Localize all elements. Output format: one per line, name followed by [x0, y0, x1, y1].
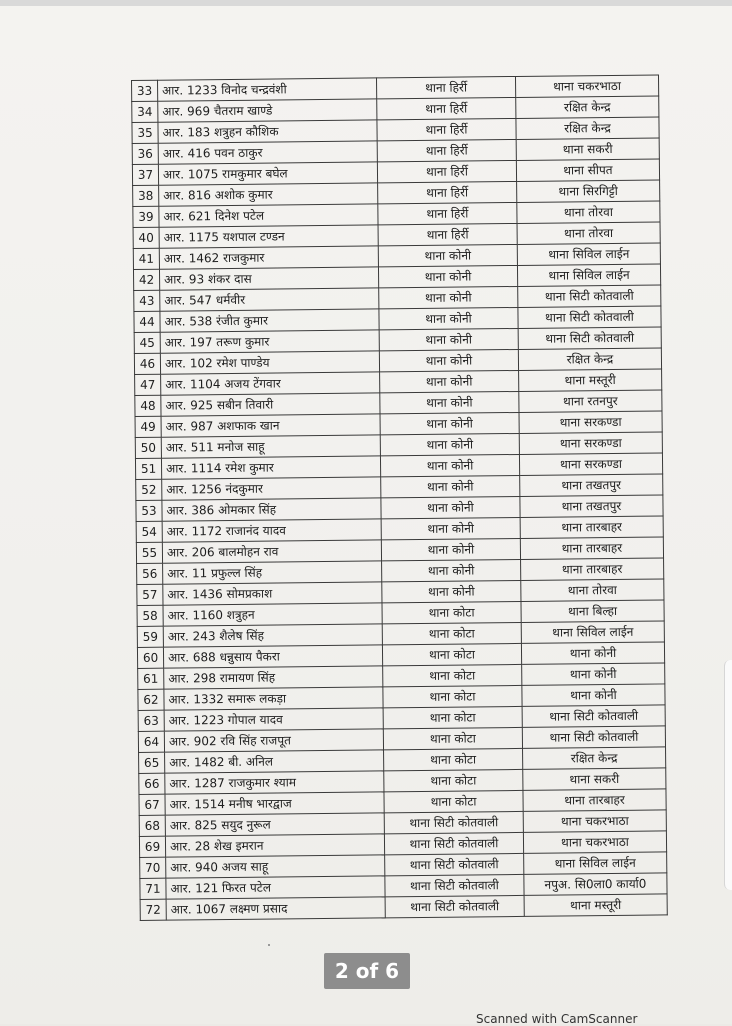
employee-name: आर. 1175 यशपाल टण्डन — [159, 225, 378, 248]
row-number: 64 — [138, 731, 164, 752]
employee-name: आर. 940 अजय साहू — [166, 855, 385, 878]
row-number: 39 — [133, 206, 159, 227]
transfer-table — [131, 74, 668, 920]
new-station: थाना तोरवा — [517, 222, 660, 244]
new-station: रक्षित केन्द्र — [523, 747, 666, 769]
employee-name: आर. 538 रंजीत कुमार — [160, 309, 379, 332]
new-station: थाना सरकण्डा — [519, 432, 662, 454]
employee-name: आर. 1256 नंदकुमार — [162, 477, 381, 500]
employee-name: आर. 93 शंकर दास — [159, 267, 378, 290]
employee-name: आर. 1233 विनोद चन्द्रवंशी — [158, 78, 377, 101]
employee-name: आर. 206 बालमोहन राव — [162, 540, 381, 563]
current-station: थाना कोटा — [384, 748, 523, 770]
new-station: थाना तारबाहर — [521, 558, 664, 580]
new-station: रक्षित केन्द्र — [516, 117, 659, 139]
employee-name: आर. 547 धर्मवीर — [160, 288, 379, 311]
new-station: थाना कोनी — [522, 663, 665, 685]
current-station: थाना कोटा — [382, 643, 521, 665]
current-station: थाना कोनी — [380, 454, 519, 476]
current-station: थाना कोटा — [383, 706, 522, 728]
employee-name: आर. 102 रमेश पाण्डेय — [160, 351, 379, 374]
current-station: थाना कोटा — [384, 790, 523, 812]
employee-name: आर. 987 अशफाक खान — [161, 414, 380, 437]
row-number: 41 — [133, 248, 159, 269]
row-number: 40 — [133, 227, 159, 248]
new-station: थाना तोरवा — [517, 201, 660, 223]
new-station: थाना कोनी — [522, 684, 665, 706]
row-number: 58 — [137, 605, 163, 626]
new-station: थाना तारबाहर — [520, 537, 663, 559]
row-number: 55 — [136, 542, 162, 563]
current-station: थाना हिर्री — [378, 202, 517, 224]
current-station: थाना सिटी कोतवाली — [384, 811, 523, 833]
new-station: थाना सिविल लाईन — [521, 621, 664, 643]
employee-name: आर. 1104 अजय टेंगवार — [161, 372, 380, 395]
new-station: थाना सिटी कोतवाली — [522, 726, 665, 748]
employee-name: आर. 386 ओमकार सिंह — [162, 498, 381, 521]
employee-name: आर. 121 फिरत पटेल — [166, 876, 385, 899]
current-station: थाना कोटा — [382, 601, 521, 623]
current-station: थाना कोटा — [382, 622, 521, 644]
new-station: रक्षित केन्द्र — [516, 96, 659, 118]
current-station: थाना सिटी कोतवाली — [385, 895, 524, 917]
employee-name: आर. 1067 लक्ष्मण प्रसाद — [166, 897, 385, 920]
row-number: 49 — [135, 416, 161, 437]
employee-name: आर. 969 चैतराम खाण्डे — [158, 99, 377, 122]
row-number: 46 — [134, 353, 160, 374]
current-station: थाना कोनी — [381, 496, 520, 518]
new-station: थाना सिटी कोतवाली — [518, 327, 661, 349]
new-station: थाना सिविल लाईन — [517, 243, 660, 265]
page-indicator: 2 of 6 — [324, 953, 410, 989]
current-station: थाना सिटी कोतवाली — [385, 874, 524, 896]
row-number: 59 — [137, 626, 163, 647]
new-station: थाना तारबाहर — [523, 789, 666, 811]
new-station: थाना सिविल लाईन — [517, 264, 660, 286]
new-station: रक्षित केन्द्र — [518, 348, 661, 370]
new-station: थाना रतनपुर — [519, 390, 662, 412]
row-number: 65 — [139, 752, 165, 773]
current-station: थाना हिर्री — [377, 97, 516, 119]
current-station: थाना कोटा — [383, 664, 522, 686]
current-station: थाना कोटा — [384, 769, 523, 791]
employee-name: आर. 1114 रमेश कुमार — [161, 456, 380, 479]
row-number: 35 — [132, 122, 158, 143]
row-number: 36 — [132, 143, 158, 164]
row-number: 52 — [136, 479, 162, 500]
row-number: 71 — [140, 878, 166, 899]
new-station: थाना सिटी कोतवाली — [518, 306, 661, 328]
row-number: 62 — [138, 689, 164, 710]
new-station: थाना सरकण्डा — [519, 411, 662, 433]
current-station: थाना कोटा — [383, 727, 522, 749]
employee-name: आर. 825 सयुद नुरूल — [165, 813, 384, 836]
new-station: थाना सकरी — [516, 138, 659, 160]
current-station: थाना कोनी — [381, 538, 520, 560]
row-number: 60 — [137, 647, 163, 668]
row-number: 47 — [135, 374, 161, 395]
employee-name: आर. 1223 गोपाल यादव — [164, 708, 383, 731]
scroll-edge-handle[interactable] — [724, 660, 732, 890]
employee-name: आर. 688 धन्नुसाय पैकरा — [163, 645, 382, 668]
row-number: 34 — [132, 101, 158, 122]
current-station: थाना हिर्री — [377, 118, 516, 140]
row-number: 42 — [133, 269, 159, 290]
row-number: 66 — [139, 773, 165, 794]
employee-name: आर. 1332 समारू लकड़ा — [164, 687, 383, 710]
row-number: 33 — [132, 80, 158, 101]
employee-name: आर. 511 मनोज साहू — [161, 435, 380, 458]
employee-name: आर. 621 दिनेश पटेल — [159, 204, 378, 227]
row-number: 61 — [138, 668, 164, 689]
new-station: थाना तोरवा — [521, 579, 664, 601]
row-number: 63 — [138, 710, 164, 731]
employee-name: आर. 902 रवि सिंह राजपूत — [164, 729, 383, 752]
row-number: 50 — [135, 437, 161, 458]
row-number: 38 — [133, 185, 159, 206]
row-number: 48 — [135, 395, 161, 416]
new-station: थाना सरकण्डा — [519, 453, 662, 475]
row-number: 72 — [140, 899, 166, 920]
employee-name: आर. 1075 रामकुमार बघेल — [158, 162, 377, 185]
current-station: थाना कोनी — [378, 265, 517, 287]
row-number: 69 — [139, 836, 165, 857]
scan-speck — [268, 944, 270, 946]
row-number: 54 — [136, 521, 162, 542]
current-station: थाना कोनी — [379, 328, 518, 350]
new-station: थाना तखतपुर — [520, 495, 663, 517]
current-station: थाना सिटी कोतवाली — [384, 832, 523, 854]
new-station: थाना सकरी — [523, 768, 666, 790]
row-number: 67 — [139, 794, 165, 815]
employee-name: आर. 11 प्रफुल्ल सिंह — [163, 561, 382, 584]
employee-name: आर. 1436 सोमप्रकाश — [163, 582, 382, 605]
new-station: थाना चकरभाठा — [523, 831, 666, 853]
current-station: थाना हिर्री — [377, 160, 516, 182]
new-station: थाना सिटी कोतवाली — [518, 285, 661, 307]
new-station: थाना चकरभाठा — [515, 75, 658, 97]
row-number: 51 — [135, 458, 161, 479]
row-number: 56 — [137, 563, 163, 584]
new-station: थाना कोनी — [521, 642, 664, 664]
employee-name: आर. 1172 राजानंद यादव — [162, 519, 381, 542]
current-station: थाना कोनी — [381, 475, 520, 497]
current-station: थाना कोनी — [379, 307, 518, 329]
current-station: थाना कोनी — [382, 580, 521, 602]
employee-name: आर. 183 शत्रुहन कौशिक — [158, 120, 377, 143]
current-station: थाना कोनी — [380, 412, 519, 434]
employee-name: आर. 1514 मनीष भारद्वाज — [165, 792, 384, 815]
current-station: थाना कोनी — [379, 286, 518, 308]
new-station: थाना तखतपुर — [520, 474, 663, 496]
employee-name: आर. 416 पवन ठाकुर — [158, 141, 377, 164]
current-station: थाना कोनी — [380, 391, 519, 413]
current-station: थाना सिटी कोतवाली — [385, 853, 524, 875]
current-station: थाना कोनी — [380, 433, 519, 455]
current-station: थाना हिर्री — [376, 76, 515, 98]
row-number: 57 — [137, 584, 163, 605]
new-station: थाना सीपत — [516, 159, 659, 181]
employee-name: आर. 925 सबीन तिवारी — [161, 393, 380, 416]
new-station: थाना सिविल लाईन — [524, 852, 667, 874]
current-station: थाना हिर्री — [377, 139, 516, 161]
new-station: थाना बिल्हा — [521, 600, 664, 622]
table-body — [132, 75, 668, 920]
new-station: थाना चकरभाठा — [523, 810, 666, 832]
employee-name: आर. 1287 राजकुमार श्याम — [165, 771, 384, 794]
scanner-watermark: Scanned with CamScanner — [476, 1012, 638, 1026]
row-number: 43 — [134, 290, 160, 311]
employee-name: आर. 1160 शत्रुहन — [163, 603, 382, 626]
current-station: थाना कोनी — [379, 349, 518, 371]
row-number: 70 — [140, 857, 166, 878]
employee-name: आर. 298 रामायण सिंह — [164, 666, 383, 689]
row-number: 37 — [132, 164, 158, 185]
row-number: 53 — [136, 500, 162, 521]
employee-name: आर. 1462 राजकुमार — [159, 246, 378, 269]
new-station: थाना तारबाहर — [520, 516, 663, 538]
top-bar — [0, 0, 732, 6]
current-station: थाना हिर्री — [378, 223, 517, 245]
new-station: नपुअ. सि0ला0 कार्या0 — [524, 873, 667, 895]
employee-name: आर. 816 अशोक कुमार — [159, 183, 378, 206]
current-station: थाना हिर्री — [378, 181, 517, 203]
employee-name: आर. 243 शैलेष सिंह — [163, 624, 382, 647]
new-station: थाना सिटी कोतवाली — [522, 705, 665, 727]
current-station: थाना कोनी — [380, 370, 519, 392]
current-station: थाना कोनी — [382, 559, 521, 581]
row-number: 44 — [134, 311, 160, 332]
row-number: 68 — [139, 815, 165, 836]
new-station: थाना सिरगिट्टी — [517, 180, 660, 202]
row-number: 45 — [134, 332, 160, 353]
new-station: थाना मस्तूरी — [519, 369, 662, 391]
current-station: थाना कोटा — [383, 685, 522, 707]
current-station: थाना कोनी — [381, 517, 520, 539]
new-station: थाना मस्तूरी — [524, 894, 667, 916]
employee-name: आर. 1482 बी. अनिल — [165, 750, 384, 773]
employee-name: आर. 28 शेख इमरान — [165, 834, 384, 857]
employee-name: आर. 197 तरूण कुमार — [160, 330, 379, 353]
current-station: थाना कोनी — [378, 244, 517, 266]
